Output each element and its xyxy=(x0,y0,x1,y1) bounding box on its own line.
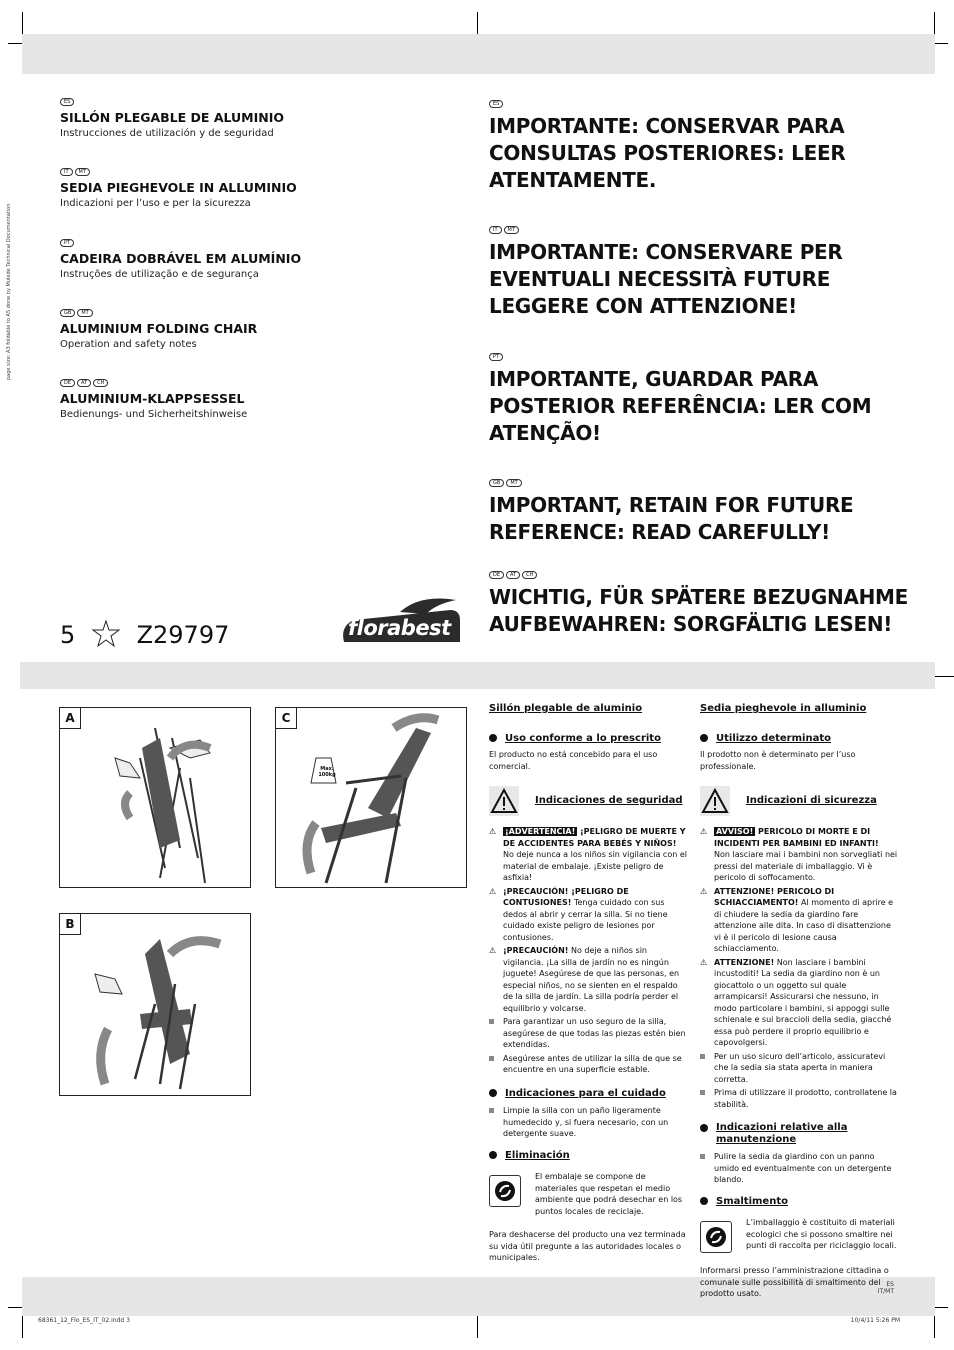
square-bullet-icon xyxy=(700,1090,705,1095)
title-pt xyxy=(60,229,440,280)
max-weight-label: Max. 100kg xyxy=(318,766,336,778)
list-item xyxy=(700,1087,900,1110)
square-bullet-icon xyxy=(700,1154,705,1159)
warning-highlight: AVVISO! xyxy=(716,827,754,836)
warning-triangle-icon xyxy=(700,786,730,816)
article-code: Z29797 xyxy=(136,621,230,649)
side-note: page size: A3 foldable to A5 done by Mulede Technical Documentation xyxy=(6,203,12,380)
warning-highlight: ¡ADVERTENCIA! xyxy=(505,827,576,836)
figure-label: A xyxy=(60,708,81,729)
list-item xyxy=(489,1105,689,1140)
section-title: Sillón plegable de aluminio xyxy=(489,703,643,714)
bullet-icon xyxy=(700,734,708,742)
heading-disposal: Smaltimento xyxy=(716,1195,788,1207)
footer-lang xyxy=(878,1281,894,1295)
figure-label: B xyxy=(60,914,81,935)
product-subtitle: Instruções de utilização e de segurança xyxy=(60,269,259,280)
recycling-icon xyxy=(489,1175,521,1207)
important-text: WICHTIG, FÜR SPÄTERE BEZUGNAHME AUFBEWAHREN: SORGFÄLTIG LESEN! xyxy=(489,585,909,636)
warning-icon: ⚠ xyxy=(489,827,497,836)
star-icon xyxy=(91,619,121,649)
bullet-text: Asegúrese antes de utilizar la silla de que se encuentre en una superficie estable. xyxy=(503,1053,682,1074)
warning-icon: ⚠ xyxy=(700,886,708,896)
warning-text: Non lasciare mai i bambini non sorvegliati nei pressi del materiale di imballaggio. Vi è pericolo di soffocamento. xyxy=(714,850,898,882)
flag: DE xyxy=(489,571,504,579)
list-item xyxy=(700,957,900,1049)
care-text: Pulire la sedia da giardino con un panno umido ed eventualmente con un detergente blando. xyxy=(714,1152,892,1184)
square-bullet-icon xyxy=(489,1056,494,1061)
important-text: IMPORTANTE: CONSERVARE PER EVENTUALI NECESSITÀ FUTURE LEGGERE CON ATTENZIONE! xyxy=(489,240,843,318)
paragraph-use: Il prodotto non è determinato per l’uso professionale. xyxy=(700,750,856,771)
bullet-text: Prima di utilizzare il prodotto, controllatene la stabilità. xyxy=(714,1088,897,1109)
warning-text: Non lasciare i bambini incustoditi! La sedia da giardino non è un giocattolo o un oggetto sul quale arrampicarsi! Assicurarsi che nessuno, in modo particolare i bambini, si appoggi sulle schienale e sui braccioli della sedia, giacché essa può perdere il proprio equilibrio e capovolgersi. xyxy=(714,957,892,1047)
disposal-text: El embalaje se compone de materiales que respetan el medio ambiente que podrá desechar en los puntos locales de reciclaje. xyxy=(535,1172,683,1216)
list-item xyxy=(700,826,900,884)
flag: MT xyxy=(75,168,90,176)
bullet-text: Per un uso sicuro dell’articolo, assicuratevi che la sedia sia stata aperta in maniera corretta. xyxy=(714,1051,886,1084)
flag: MT xyxy=(504,226,519,234)
product-code-line xyxy=(60,619,229,649)
warning-triangle-icon xyxy=(489,786,519,816)
warning-list xyxy=(489,826,689,1076)
column-es xyxy=(489,703,689,1264)
flag: AT xyxy=(77,379,91,387)
figure-a xyxy=(59,707,251,888)
title-gb xyxy=(60,299,440,350)
product-title: SILLÓN PLEGABLE DE ALUMINIO xyxy=(60,110,284,125)
warning-icon: ⚠ xyxy=(700,957,708,967)
product-title: SEDIA PIEGHEVOLE IN ALLUMINIO xyxy=(60,180,297,195)
warning-text: No deje a niños sin vigilancia. ¡La silla de jardín no es ningún juguete! Asegúrese de que las personas, en especial niños, no se sienten en el respaldo de la silla de jardín. La silla podría perder el equilibrio y volcarse. xyxy=(503,946,680,1013)
warning-text: No deje nunca a los niños sin vigilancia con el material de embalaje. ¡Existe peligro de asfixia! xyxy=(503,850,687,882)
bullet-icon xyxy=(700,1197,708,1205)
footer-file: 68361_12_Flo_ES_IT_02.indd 3 xyxy=(38,1317,130,1324)
folding-chair-illustration xyxy=(60,708,250,887)
important-de xyxy=(489,561,909,638)
list-item xyxy=(489,1016,689,1051)
title-de xyxy=(60,369,440,420)
list-item xyxy=(489,945,689,1014)
warning-text: Tenga cuidado con sus dedos al abrir y cerrar la silla. Si no tiene cuidado existe peligro de lesiones por contusiones. xyxy=(503,898,668,942)
warning-bold: ¡PRECAUCIÓN! ¡PELIGRO DE CONTUSIONES! xyxy=(503,886,629,907)
flag: GB xyxy=(489,479,504,487)
bullet-icon xyxy=(489,734,497,742)
paragraph-use: El producto no está concebido para el uso comercial. xyxy=(489,750,658,771)
heading-care: Indicaciones para el cuidado xyxy=(505,1087,666,1099)
warning-list xyxy=(700,826,900,1110)
flag: PT xyxy=(489,353,503,361)
column-it xyxy=(700,703,900,1300)
list-item xyxy=(489,826,689,884)
disposal-note: Para deshacerse del producto una vez terminada su vida útil pregunte a las autoridades locales o municipales. xyxy=(489,1230,686,1262)
important-text: IMPORTANTE, GUARDAR PARA POSTERIOR REFERÊNCIA: LER COM ATENÇÃO! xyxy=(489,367,872,445)
list-item xyxy=(489,1053,689,1076)
warning-icon: ⚠ xyxy=(489,946,497,955)
flag: CH xyxy=(93,379,108,387)
flag: GB xyxy=(60,309,75,317)
warning-bold: ATTENZIONE! xyxy=(714,957,775,967)
disposal-text: L’imballaggio è costituito di materiali ecologici che si possono smaltire nei punti di raccolta per riciclaggio locali. xyxy=(746,1218,897,1250)
square-bullet-icon xyxy=(489,1108,494,1113)
flag: CH xyxy=(522,571,537,579)
warning-bold: ¡PELIGRO DE MUERTE Y DE ACCIDENTES PARA BEBÉS Y NIÑOS! xyxy=(503,827,686,848)
figure-label: C xyxy=(276,708,297,729)
important-es xyxy=(489,90,909,194)
product-number: 5 xyxy=(60,621,76,649)
bullet-icon xyxy=(700,1124,708,1132)
square-bullet-icon xyxy=(489,1019,494,1024)
footer-lang-primary: ES xyxy=(886,1281,894,1288)
flag: ES xyxy=(489,100,503,108)
care-text: Limpie la silla con un paño ligeramente humedecido y, si fuera necesario, con un detergente suave. xyxy=(503,1106,669,1138)
reclined-chair-illustration xyxy=(276,708,466,887)
product-subtitle: Bedienungs- und Sicherheitshinweise xyxy=(60,409,248,420)
figure-c xyxy=(275,707,467,888)
square-bullet-icon xyxy=(700,1054,705,1059)
flag: AT xyxy=(506,571,520,579)
list-item xyxy=(700,886,900,955)
warning-icon: ⚠ xyxy=(700,827,708,836)
flag: ES xyxy=(60,98,74,106)
bullet-text: Para garantizar un uso seguro de la silla, asegúrese de que todas las piezas estén bien extendidas. xyxy=(503,1017,686,1049)
heading-disposal: Eliminación xyxy=(505,1149,570,1161)
warning-text: Al momento di aprire e di chiudere la sedia da giardino fare attenzione alle dita. In caso di disattenzione vi è il pericolo di lesione causa schiacciamento. xyxy=(714,898,894,953)
important-text: IMPORTANTE: CONSERVAR PARA CONSULTAS POSTERIORES: LEER ATENTAMENTE. xyxy=(489,114,846,192)
warning-icon: ⚠ xyxy=(489,886,497,896)
warning-bold: PERICOLO DI MORTE E DI INCIDENTI PER BAMBINI ED INFANTI! xyxy=(714,827,879,848)
heading-safety: Indicazioni di sicurezza xyxy=(746,795,877,807)
disposal-note: Informarsi presso l’amministrazione cittadina o comunale sulle possibilità di smaltimento del prodotto usato. xyxy=(700,1266,889,1298)
important-text: IMPORTANT, RETAIN FOR FUTURE REFERENCE: READ CAREFULLY! xyxy=(489,493,854,544)
list-item xyxy=(489,886,689,944)
figure-b xyxy=(59,913,251,1096)
list-item xyxy=(700,1151,900,1186)
top-band xyxy=(22,34,935,74)
title-it xyxy=(60,158,440,209)
middle-band xyxy=(20,662,935,689)
title-es xyxy=(60,88,440,139)
bullet-icon xyxy=(489,1089,497,1097)
product-title: ALUMINIUM FOLDING CHAIR xyxy=(60,321,258,336)
heading-safety: Indicaciones de seguridad xyxy=(535,795,683,807)
flag: IT xyxy=(60,168,73,176)
product-subtitle: Indicazioni per l’uso e per la sicurezza xyxy=(60,198,251,209)
flag: MT xyxy=(77,309,92,317)
safety-heading xyxy=(489,786,689,816)
recycling-block xyxy=(489,1171,689,1217)
folding-chair-step-illustration xyxy=(60,914,250,1095)
footer-lang-secondary: IT/MT xyxy=(877,1288,894,1295)
safety-heading xyxy=(700,786,900,816)
footer-date: 10/4/11 5:26 PM xyxy=(850,1317,900,1324)
warning-bold: ¡PRECAUCIÓN! xyxy=(503,946,569,955)
important-pt xyxy=(489,343,909,447)
important-it xyxy=(489,216,909,320)
flag: PT xyxy=(60,239,74,247)
important-gb xyxy=(489,469,909,546)
florabest-logo xyxy=(340,598,464,646)
heading-care: Indicazioni relative alla manutenzione xyxy=(716,1122,848,1145)
product-title: CADEIRA DOBRÁVEL EM ALUMÍNIO xyxy=(60,251,302,266)
brand-name: florabest xyxy=(348,616,451,640)
flag: MT xyxy=(506,479,521,487)
list-item xyxy=(700,1051,900,1086)
flag: IT xyxy=(489,226,502,234)
product-subtitle: Operation and safety notes xyxy=(60,339,197,350)
heading-use: Uso conforme a lo prescrito xyxy=(505,732,661,744)
bullet-icon xyxy=(489,1151,497,1159)
section-title: Sedia pieghevole in alluminio xyxy=(700,703,867,714)
recycling-block xyxy=(700,1217,900,1253)
warning-bold: ATTENZIONE! PERICOLO DI SCHIACCIAMENTO! xyxy=(714,886,835,907)
heading-use: Utilizzo determinato xyxy=(716,732,831,744)
product-title: ALUMINIUM-KLAPPSESSEL xyxy=(60,391,245,406)
flag: DE xyxy=(60,379,75,387)
product-subtitle: Instrucciones de utilización y de seguridad xyxy=(60,128,274,139)
recycling-icon xyxy=(700,1221,732,1253)
